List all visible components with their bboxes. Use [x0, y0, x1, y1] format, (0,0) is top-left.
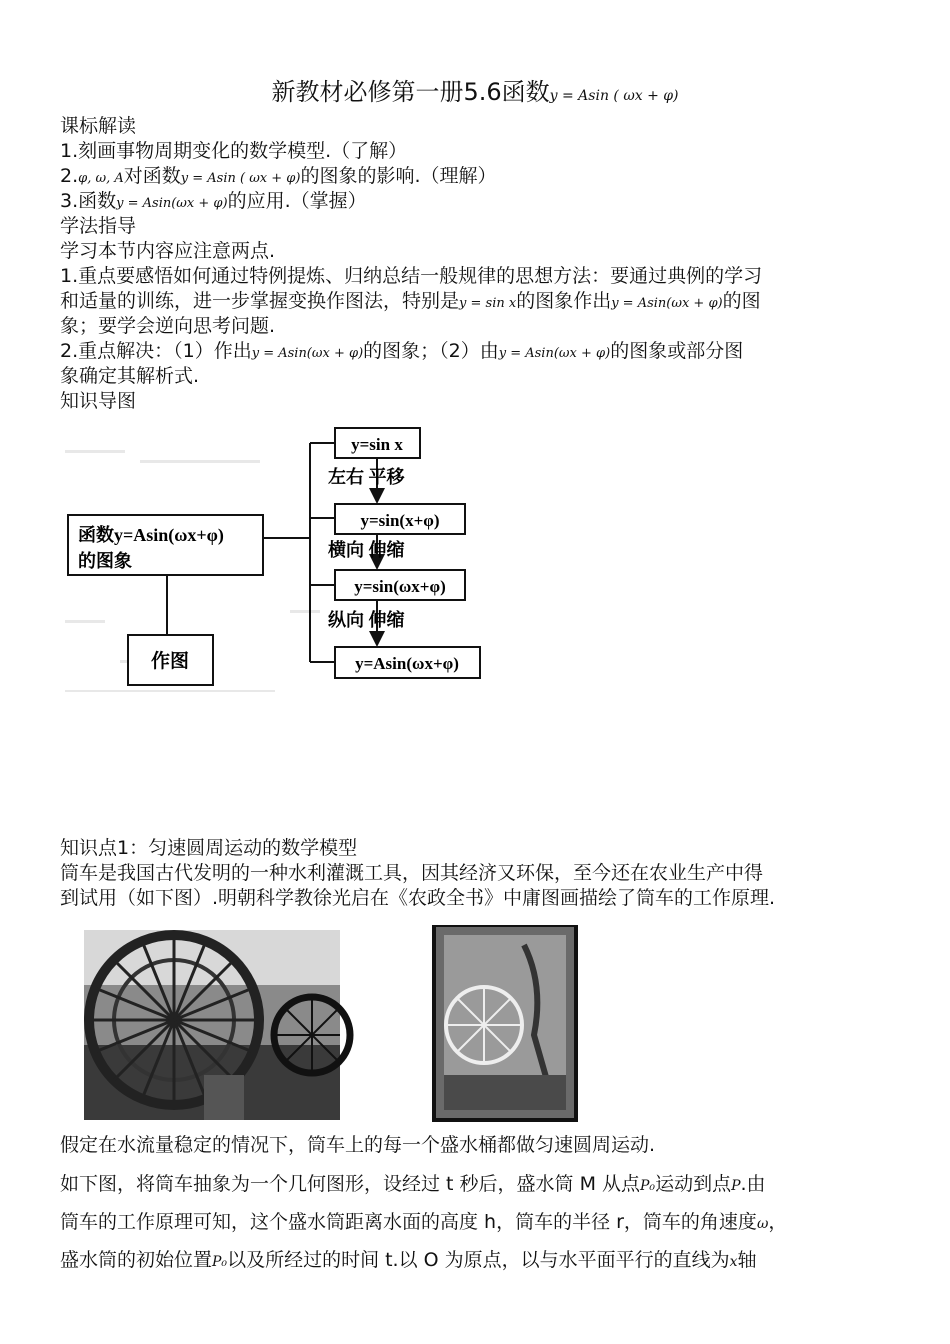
xf1b-mid: 的图象作出 [516, 290, 612, 312]
p2-b: 运动到点 [655, 1173, 732, 1195]
p4-c: 轴 [737, 1249, 757, 1271]
xf2a-formula1: y = Asin(ωx + φ) [251, 346, 364, 361]
xf2a-mid: 的图象；（2）由 [363, 340, 499, 362]
water-wheel-photos [84, 925, 584, 1125]
p2-P: P [731, 1178, 741, 1194]
paragraph-2 [60, 1172, 900, 1198]
kebiao-item-3 [60, 189, 900, 216]
xuefa-item-1c: 象；要学会逆向思考问题. [60, 315, 276, 337]
kebiao-item-2 [60, 164, 900, 191]
knowledge-map-diagram [60, 420, 490, 710]
p4-x: x [729, 1254, 738, 1270]
kp1-text-b: 到试用（如下图）.明朝科学教徐光启在《农政全书》中庸图画描绘了筒车的工作原理. [60, 887, 776, 909]
xf1b-suffix: 的图 [722, 290, 761, 312]
box-sin-x-phi-label: y=sin(x+φ) [360, 511, 440, 530]
kb3-formula: y = Asin(ωx + φ) [116, 196, 228, 211]
step3-label: 纵向 伸缩 [328, 610, 405, 630]
page-title [0, 72, 950, 107]
xuefa-item-2b: 象确定其解析式. [60, 365, 200, 387]
p2-c: .由 [740, 1173, 766, 1195]
p4-b: 以及所经过的时间 t.以 O 为原点，以与水平面平行的直线为 [227, 1249, 730, 1271]
kb2-prefix: 2. [60, 165, 79, 187]
paragraph-1: 假定在水流量稳定的情况下，筒车上的每一个盛水桶都做匀速圆周运动. [60, 1134, 656, 1156]
box-sinx-label: y=sin x [351, 435, 403, 454]
kb3-prefix: 3.函数 [60, 190, 117, 212]
kp1-title: 知识点1：匀速圆周运动的数学模型 [60, 837, 358, 859]
water-wheel-photo [84, 930, 350, 1120]
p4-P0: P₀ [212, 1254, 228, 1270]
box-Asin-wx-phi-label: y=Asin(ωx+φ) [355, 654, 459, 673]
kb2-suffix: 的图象的影响.（理解） [300, 165, 497, 187]
main-box-line1: 函数y=Asin(ωx+φ) [78, 525, 224, 545]
main-box-line2: 的图象 [78, 551, 132, 571]
xuefa-item-1a: 1.重点要感悟如何通过特例提炼、归纳总结一般规律的思想方法：要通过典例的学习 [60, 265, 763, 287]
xuefa-item-2a [60, 339, 900, 366]
xf2a-formula2: y = Asin(ωx + φ) [498, 346, 611, 361]
heading-kebiao: 课标解读 [60, 115, 137, 137]
kb3-suffix: 的应用.（掌握） [227, 190, 367, 212]
p3-omega: ω [756, 1216, 769, 1232]
kb2-mid: 对函数 [123, 165, 181, 187]
title-text: 新教材必修第一册5.6函数 [271, 78, 550, 106]
nongzheng-quanshu-illustration [434, 925, 576, 1120]
title-formula: y = Asin ( ωx + φ) [549, 88, 679, 104]
paragraph-4 [60, 1248, 900, 1274]
xf1b-formula1: y = sin x [459, 296, 517, 311]
kp1-text-a: 筒车是我国古代发明的一种水利灌溉工具，因其经济又环保，至今还在农业生产中得 [60, 862, 764, 884]
xuefa-item-1b [60, 289, 900, 316]
xf2a-prefix: 2.重点解决：（1）作出 [60, 340, 252, 362]
step1-label: 左右 平移 [328, 467, 405, 487]
kb2-formula: y = Asin ( ωx + φ) [180, 171, 301, 186]
step2-label: 横向 伸缩 [328, 540, 405, 560]
p3-b: ， [768, 1211, 788, 1233]
kb2-vars: φ, ω, A [78, 171, 124, 186]
box-sin-wx-phi-label: y=sin(ωx+φ) [354, 577, 446, 596]
heading-xuefa: 学法指导 [60, 215, 137, 237]
xf2a-suffix: 的图象或部分图 [610, 340, 744, 362]
kebiao-item-1: 1.刻画事物周期变化的数学模型.（了解） [60, 140, 408, 162]
p4-a: 盛水筒的初始位置 [60, 1249, 213, 1271]
xf1b-formula2: y = Asin(ωx + φ) [611, 296, 723, 311]
zuotu-label: 作图 [150, 651, 190, 672]
p3-a: 筒车的工作原理可知，这个盛水筒距离水面的高度 h，筒车的半径 r，筒车的角速度 [60, 1211, 757, 1233]
paragraph-3 [60, 1210, 900, 1236]
xuefa-intro: 学习本节内容应注意两点. [60, 240, 276, 262]
heading-daotu: 知识导图 [60, 390, 137, 412]
xf1b-prefix: 和适量的训练，进一步掌握变换作图法，特别是 [60, 290, 460, 312]
p2-a: 如下图，将筒车抽象为一个几何图形，设经过 t 秒后，盛水筒 M 从点 [60, 1173, 641, 1195]
p2-P0: P₀ [640, 1178, 656, 1194]
